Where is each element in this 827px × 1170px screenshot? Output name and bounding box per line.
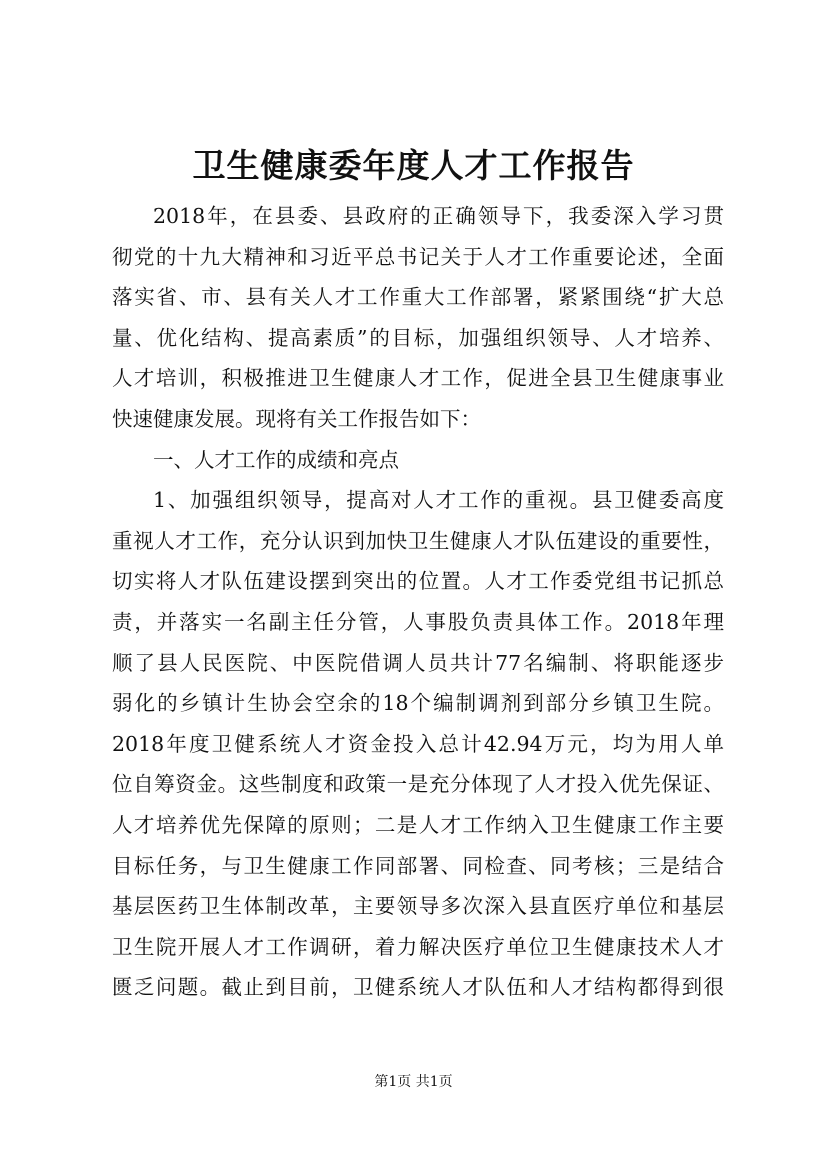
body-line: 人才培训，积极推进卫生健康人才工作，促进全县卫生健康事业: [112, 366, 724, 391]
body-line: 匮乏问题。截止到目前，卫健系统人才队伍和人才结构都得到很: [112, 975, 724, 1000]
body-line: 落实省、市、县有关人才工作重大工作部署，紧紧围绕“扩大总: [112, 285, 724, 310]
body-line: 2018年度卫健系统人才资金投入总计42.94万元，均为用人单: [112, 731, 724, 756]
body-line: 责，并落实一名副主任分管，人事股负责具体工作。2018年理: [112, 609, 724, 634]
body-line: 重视人才工作，充分认识到加快卫生健康人才队伍建设的重要性，: [112, 528, 724, 553]
body-line: 人才培养优先保障的原则；二是人才工作纳入卫生健康工作主要: [112, 812, 724, 837]
page-footer: 第1页 共1页: [374, 1074, 453, 1090]
body-line: 1、加强组织领导，提高对人才工作的重视。县卫健委高度: [153, 488, 724, 513]
body-line: 量、优化结构、提高素质”的目标，加强组织领导、人才培养、: [112, 325, 724, 350]
body-line: 彻党的十九大精神和习近平总书记关于人才工作重要论述，全面: [112, 244, 724, 269]
body-line: 顺了县人民医院、中医院借调人员共计77名编制、将职能逐步: [112, 650, 724, 675]
body-line: 2018年，在县委、县政府的正确领导下，我委深入学习贯: [153, 204, 724, 228]
body-line: 基层医药卫生体制改革，主要领导多次深入县直医疗单位和基层: [112, 894, 724, 919]
body-line: 卫生院开展人才工作调研，着力解决医疗单位卫生健康技术人才: [112, 934, 724, 959]
section-heading: 一、人才工作的成绩和亮点: [153, 447, 399, 472]
body-line: 弱化的乡镇计生协会空余的18个编制调剂到部分乡镇卫生院。: [112, 691, 724, 716]
document-body: [112, 196, 724, 1008]
body-line: 位自筹资金。这些制度和政策一是充分体现了人才投入优先保证、: [112, 772, 724, 797]
body-line: 目标任务，与卫生健康工作同部署、同检查、同考核；三是结合: [112, 853, 724, 878]
body-line: 切实将人才队伍建设摆到突出的位置。人才工作委党组书记抓总: [112, 569, 724, 594]
body-line: 快速健康发展。现将有关工作报告如下：: [112, 406, 481, 431]
document-title: 卫生健康委年度人才工作报告: [192, 146, 635, 185]
